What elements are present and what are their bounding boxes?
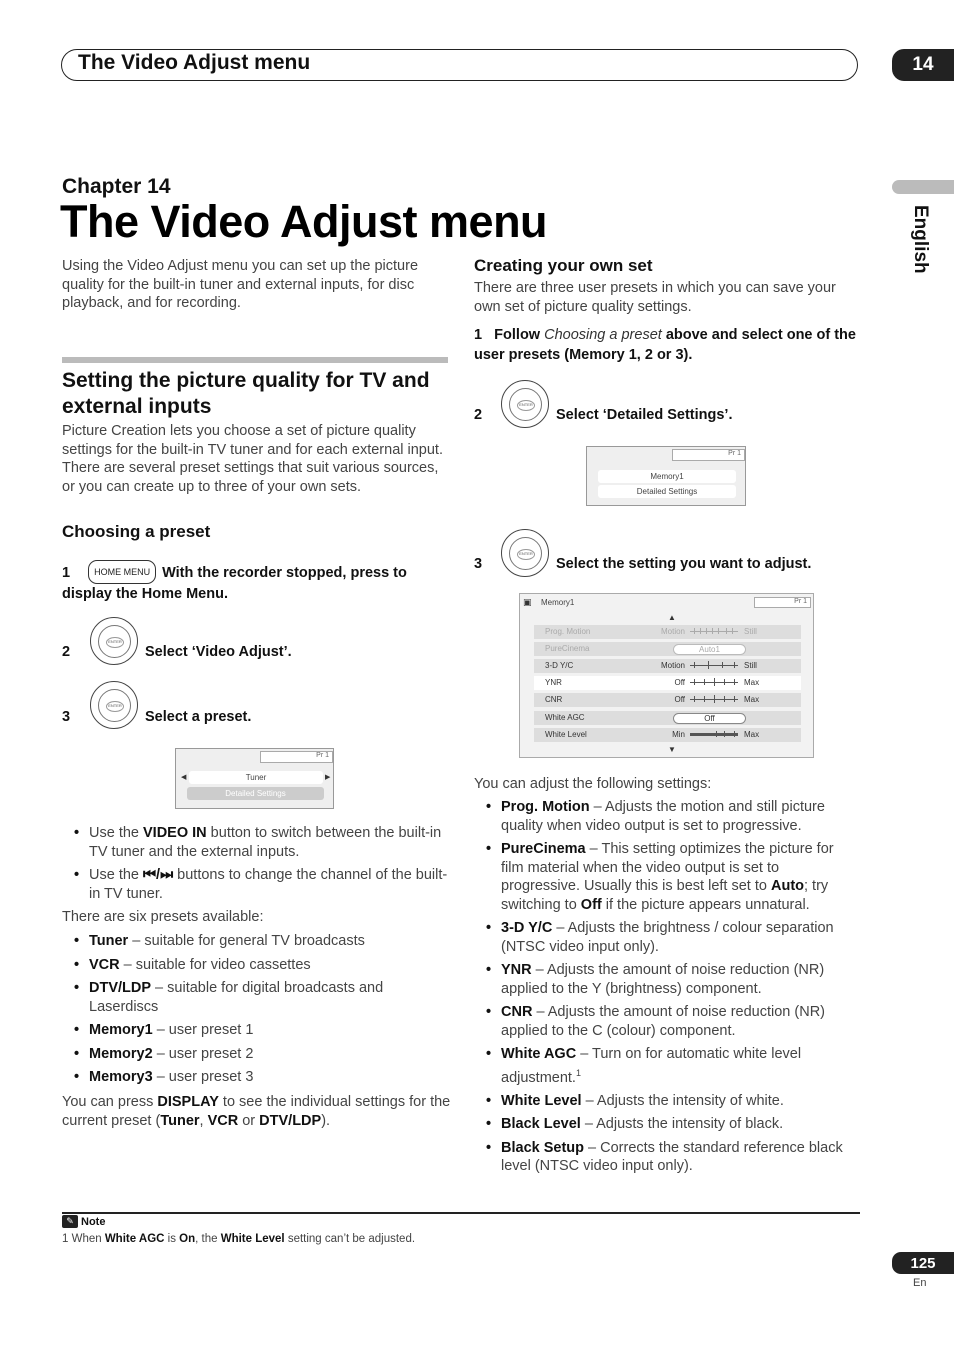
preset-osd-screen [175, 748, 334, 809]
setting-item: • White AGC – Turn on for automatic white level adjustment.$^1$ [474, 1045, 860, 1087]
step-number: 3 [62, 709, 71, 725]
left-arrow-icon: ◀ [181, 774, 187, 781]
tip-item: • Use the VIDEO IN button to switch between the built-in TV tuner and the external inputs. [62, 824, 450, 861]
creating-set-heading: Creating your own set [474, 256, 653, 275]
settings-list [474, 798, 860, 1181]
setting-item: • Black Level – Adjusts the intensity of black. [474, 1115, 860, 1134]
setting-item: • Prog. Motion – Adjusts the motion and still picture quality when video output is set to progressive. [474, 798, 860, 835]
setting-row-purecinema: PureCinema Auto1 [534, 642, 801, 656]
step-text: Select the setting you want to adjust. [556, 556, 812, 572]
scroll-down-icon: ▼ [668, 745, 676, 754]
setting-row-white-agc: White AGC Off [534, 711, 801, 725]
preset-item: • Memory3 – user preset 3 [62, 1068, 450, 1087]
pencil-icon: ✎ [62, 1215, 78, 1228]
section-title: Setting the picture quality for TV and external inputs [62, 369, 430, 418]
note-label: ✎ Note [62, 1215, 105, 1228]
program-indicator: Pr 1 [260, 751, 333, 763]
preset-item: • Memory1 – user preset 1 [62, 1021, 450, 1040]
enter-dial-icon [501, 529, 549, 577]
presets-list [62, 932, 450, 1092]
home-menu-button-icon: HOME MENU [88, 560, 156, 584]
detailed-settings-row: Detailed Settings [187, 787, 324, 800]
settings-osd-screen [519, 593, 814, 758]
presets-intro: There are six presets available: [62, 909, 264, 925]
chapter-label: Chapter 14 [62, 175, 171, 198]
step-text: Select ‘Video Adjust’. [145, 644, 292, 660]
enter-dial-icon [90, 681, 138, 729]
right-arrow-icon: ▶ [325, 774, 331, 781]
setting-item: • 3-D Y/C – Adjusts the brightness / colour separation (NTSC video input only). [474, 919, 860, 956]
step-text: With the recorder stopped, press to display the Home Menu. [62, 565, 407, 602]
note-rule [62, 1212, 860, 1214]
setting-row-ynr: YNR Off Max [534, 676, 801, 690]
preset-row-tuner: Tuner [189, 771, 323, 784]
page-title: The Video Adjust menu [60, 196, 548, 247]
page-number: 125 [892, 1252, 954, 1274]
program-indicator: Pr 1 [672, 449, 745, 461]
enter-dial-icon [90, 617, 138, 665]
footnote-text: 1 When White AGC is On, the White Level setting can’t be adjusted. [62, 1233, 416, 1245]
setting-row-prog-motion: Prog. Motion Motion Still [534, 625, 801, 639]
setting-row-white-level: White Level Min Max [534, 728, 801, 742]
page-language: En [913, 1277, 927, 1289]
memory-osd-screen [586, 446, 746, 506]
step-1-home-menu [62, 560, 447, 604]
step-number: 2 [62, 644, 71, 660]
step-number: 1 [62, 565, 71, 581]
setting-item: • White Level – Adjusts the intensity of white. [474, 1092, 860, 1111]
setting-item: • YNR – Adjusts the amount of noise reduction (NR) applied to the Y (brightness) component. [474, 961, 860, 998]
section-body: Picture Creation lets you choose a set of picture quality settings for the built-in TV tuner and for each external input. There are several preset settings that suit various sources, or you can create up to three of your own sets. [62, 423, 443, 495]
setting-item: • PureCinema – This setting optimizes the picture for film material when the video output is set to progressive. Usually this is best left set to Auto; try switching to Off if the picture appears unnatural. [474, 840, 860, 914]
preset-item: • Tuner – suitable for general TV broadcasts [62, 932, 450, 951]
step-number: 3 [474, 556, 483, 572]
video-adjust-icon: ▣ [523, 597, 532, 607]
adjust-intro: You can adjust the following settings: [474, 776, 712, 792]
program-indicator: Pr 1 [754, 597, 811, 608]
language-label: English [910, 205, 931, 274]
language-tab [892, 180, 954, 194]
osd-title: Memory1 [541, 598, 575, 607]
choosing-preset-heading: Choosing a preset [62, 522, 211, 541]
enter-dial-icon [501, 380, 549, 428]
chapter-intro: Using the Video Adjust menu you can set up the picture quality for the built-in tuner and external inputs, for disc playback, and for recording. [62, 258, 419, 311]
memory-row: Memory1 [598, 470, 736, 483]
step-1-follow: 1 Follow Choosing a preset above and select one of the user presets (Memory 1, 2 or 3). [474, 327, 856, 363]
scroll-up-icon: ▲ [668, 613, 676, 622]
step-text: Select ‘Detailed Settings’. [556, 407, 733, 423]
setting-item: • Black Setup – Corrects the standard reference black level (NTSC video input only). [474, 1139, 860, 1176]
preset-item: • DTV/LDP – suitable for digital broadcasts and Laserdiscs [62, 979, 450, 1016]
setting-item: • CNR – Adjusts the amount of noise reduction (NR) applied to the C (colour) component. [474, 1003, 860, 1040]
step-text: Select a preset. [145, 709, 252, 725]
tips-list [62, 824, 450, 908]
creating-set-body: There are three user presets in which you can save your own set of picture quality settings. [474, 280, 836, 315]
section-rule [62, 357, 448, 363]
setting-row-cnr: CNR Off Max [534, 693, 801, 707]
tip-item: • Use the ⏮/⏭ buttons to change the channel of the built-in TV tuner. [62, 866, 450, 903]
display-button-note: You can press DISPLAY to see the individual settings for the current preset (Tuner, VCR or DTV/LDP). [62, 1094, 451, 1129]
detailed-settings-row: Detailed Settings [598, 485, 736, 498]
preset-item: • VCR – suitable for video cassettes [62, 956, 450, 975]
preset-item: • Memory2 – user preset 2 [62, 1045, 450, 1064]
header-title: The Video Adjust menu [78, 51, 311, 74]
setting-row-3d-yc: 3-D Y/C Motion Still [534, 659, 801, 673]
chapter-number-badge: 14 [892, 49, 954, 81]
step-number: 2 [474, 407, 483, 423]
